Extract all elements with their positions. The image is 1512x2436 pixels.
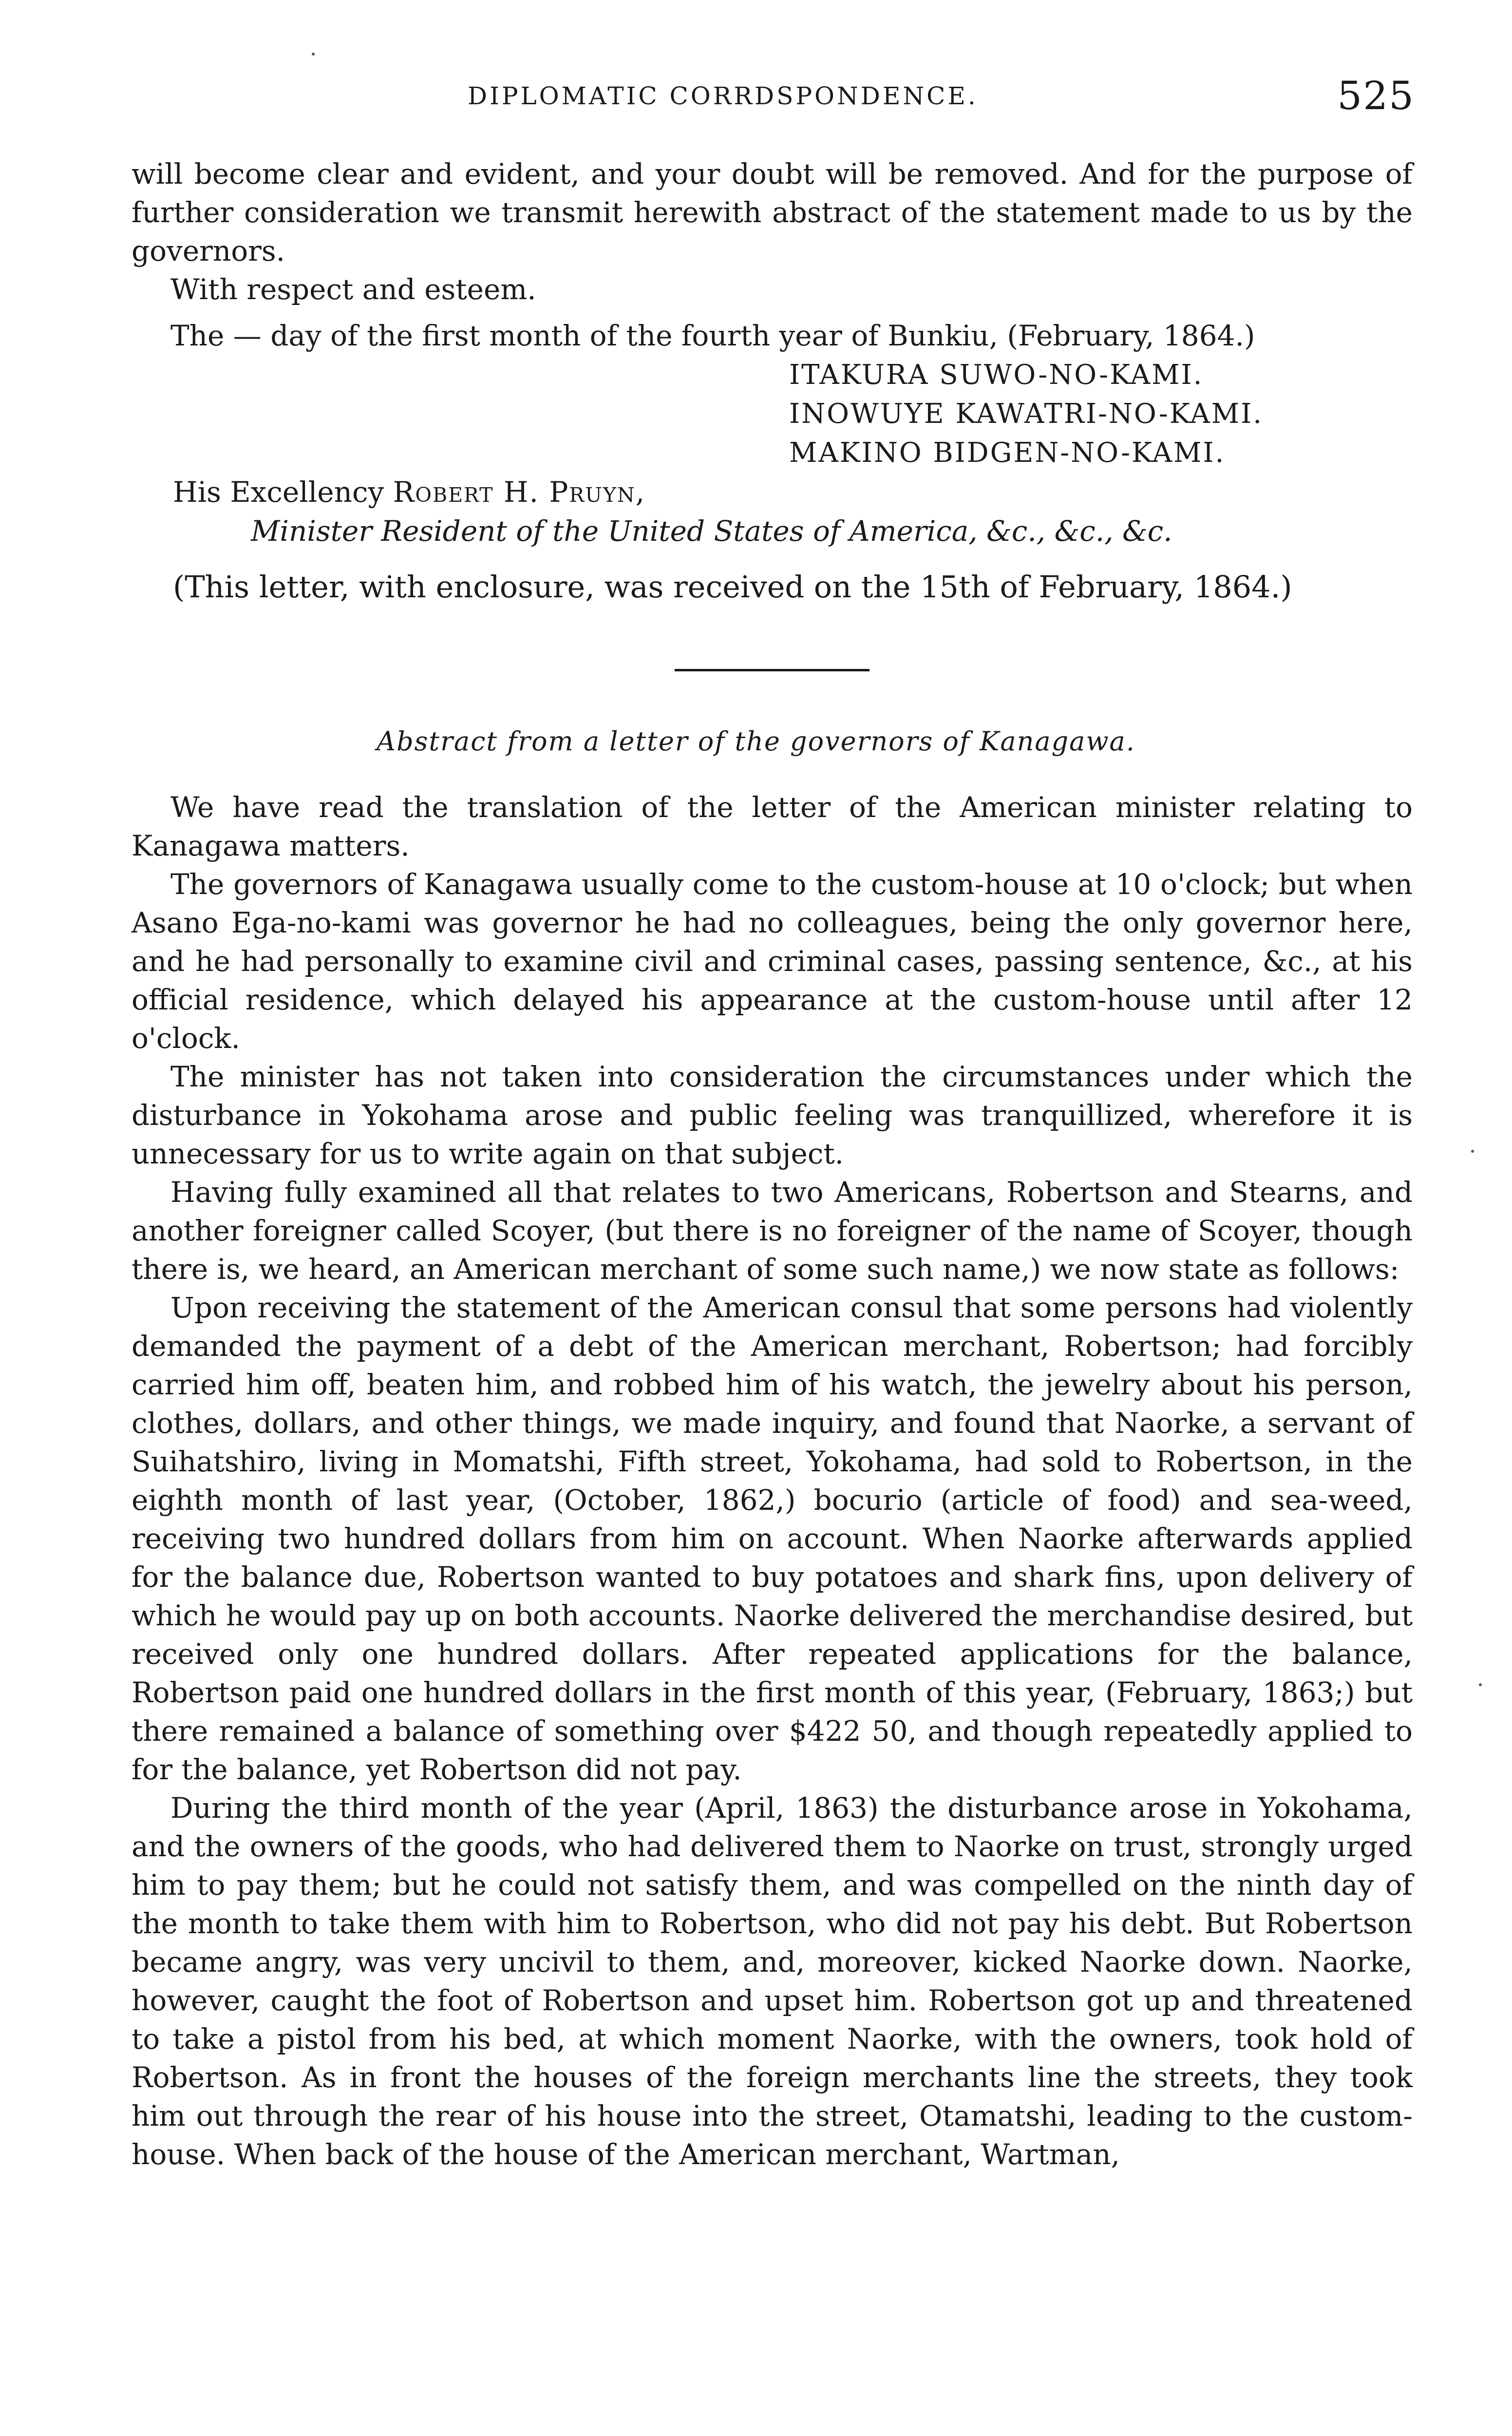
running-title: DIPLOMATIC CORRDSPONDENCE.: [468, 82, 978, 110]
letter-closing: With respect and esteem.: [170, 273, 536, 306]
addressee-role: Minister Resident of the United States of America, &c., &c., &c.: [251, 514, 1172, 548]
signatories-block: [789, 356, 1263, 473]
letter-continuation-paragraph: will become clear and evident, and your doubt will be removed. And for the purpose of further consideration we transmit herewith abstract of the statement made to us by the governors.: [132, 157, 1413, 267]
abstract-paragraph: The governors of Kanagawa usually come to the custom-house at 10 o'clock; but when Asano Ega-no-kami was governor he had no colleagues, being the only governor here, and he had personally to examine civil and criminal cases, passing sentence, &c., at his official residence, which delayed his appearance at the custom-house until after 12 o'clock.: [132, 868, 1413, 1055]
abstract-body: [132, 788, 1413, 2174]
addressee-line: [173, 473, 1172, 512]
scan-speck: [1471, 1150, 1474, 1153]
addressee-prefix: His Excellency: [173, 476, 384, 509]
section-divider-rule: [675, 669, 869, 671]
received-note: (This letter, with enclosure, was received on the 15th of February, 1864.): [173, 569, 1292, 605]
abstract-paragraph: Upon receiving the statement of the American consul that some persons had violently demanded the payment of a debt of the American merchant, Robertson; had forcibly carried him off, beaten him, and robbed him of his watch, the jewelry about his person, clothes, dollars, and other things, we made inquiry, and found that Naorke, a servant of Suihatshiro, living in Momatshi, Fifth street, Yokohama, had sold to Robertson, in the eighth month of last year, (October, 1862,) bocurio (article of food) and sea-weed, receiving two hundred dollars from him on account. When Naorke afterwards applied for the balance due, Robertson wanted to buy potatoes and shark fins, upon delivery of which he would pay up on both accounts. Naorke delivered the merchandise desired, but received only one hundred dollars. After repeated applications for the balance, Robertson paid one hundred dollars in the first month of this year, (February, 1863;) but there remained a balance of something over $422 50, and though repeatedly applied to for the balance, yet Robertson did not pay.: [132, 1291, 1413, 1786]
signatory-name: MAKINO BIDGEN-NO-KAMI.: [789, 437, 1226, 469]
letter-date-line: The — day of the first month of the fourth year of Bunkiu, (February, 1864.): [170, 319, 1255, 352]
abstract-paragraph: Having fully examined all that relates to two Americans, Robertson and Stearns, and another foreigner called Scoyer, (but there is no foreigner of the name of Scoyer, though there is, we heard, an American merchant of some such name,) we now state as follows:: [132, 1176, 1413, 1286]
letter-continuation-block: [132, 155, 1413, 309]
signatory-name: INOWUYE KAWATRI-NO-KAMI.: [789, 398, 1264, 430]
running-header: [132, 73, 1415, 127]
abstract-title: Abstract from a letter of the governors of Kanagawa.: [377, 726, 1135, 757]
addressee-name: Robert H. Pruyn,: [393, 476, 646, 509]
addressee-block: [173, 473, 1172, 551]
page-number: 525: [1337, 73, 1415, 118]
abstract-paragraph: We have read the translation of the letter of the American minister relating to Kanagawa matters.: [132, 791, 1413, 862]
signatory-name: ITAKURA SUWO-NO-KAMI.: [789, 359, 1204, 391]
scan-speck: [312, 53, 315, 56]
abstract-paragraph: The minister has not taken into consideration the circumstances under which the disturbance in Yokohama arose and public feeling was tranquillized, wherefore it is unnecessary for us to write again on that subject.: [132, 1060, 1413, 1170]
abstract-paragraph: During the third month of the year (April, 1863) the disturbance arose in Yokohama, and the owners of the goods, who had delivered them to Naorke on trust, strongly urged him to pay them; but he could not satisfy them, and was compelled on the ninth day of the month to take them with him to Robertson, who did not pay his debt. But Robertson became angry, was very uncivil to them, and, moreover, kicked Naorke down. Naorke, however, caught the foot of Robertson and upset him. Robertson got up and threatened to take a pistol from his bed, at which moment Naorke, with the owners, took hold of Robertson. As in front the houses of the foreign merchants line the streets, they took him out through the rear of his house into the street, Otamatshi, leading to the custom-house. When back of the house of the American merchant, Wartman,: [132, 1791, 1413, 2171]
scan-speck: [1479, 1683, 1482, 1686]
